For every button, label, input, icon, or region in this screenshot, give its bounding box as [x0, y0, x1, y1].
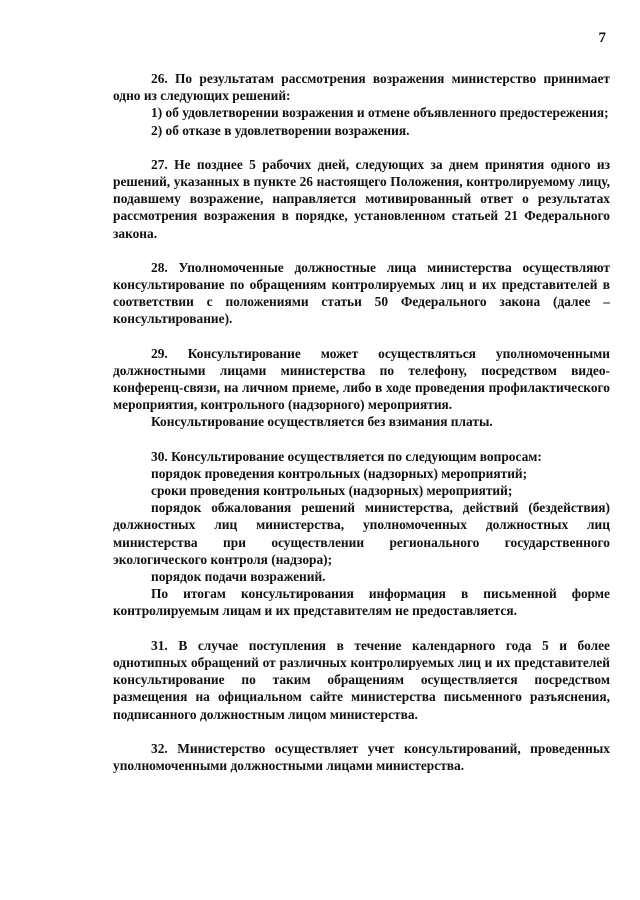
section-27 [113, 156, 610, 242]
paragraph: 28. Уполномоченные должностные лица министерства осуществляют консультирование по обращениям контролируемых лиц и их представителей в соответствии с положениями статьи 50 Федерального закона (далее – консультирование). [113, 259, 610, 327]
paragraph: 32. Министерство осуществляет учет консультирований, проведенных уполномоченными должностными лицами министерства. [113, 740, 610, 773]
paragraph: По итогам консультирования информация в письменной форме контролируемым лицам и их представителям не предоставляется. [113, 586, 610, 619]
paragraph: порядок подачи возражений. [151, 569, 326, 585]
paragraph: 2) об отказе в удовлетворении возражения. [151, 122, 410, 138]
paragraph: 31. В случае поступления в течение календарного года 5 и более однотипных обращений от различных контролируемых лиц и их представителей консультирование по таким обращениям осуществляется посредством размещения на официальном сайте министерства письменного разъяснения, подписанного должностным лицом министерства. [113, 637, 610, 722]
paragraph: 30. Консультирование осуществляется по следующим вопросам: [151, 448, 542, 464]
section-28 [113, 259, 610, 328]
paragraph: 29. Консультирование может осуществляться уполномоченными должностными лицами министерства по телефону, посредством видео-конференц-связи, на личном приеме, либо в ходе проведения профилактического мероприятия, контрольного (надзорного) мероприятия. [113, 345, 610, 413]
paragraph: сроки проведения контрольных (надзорных) мероприятий; [151, 483, 513, 499]
document-body [113, 70, 610, 791]
paragraph: порядок обжалования решений министерства, действий (бездействия) должностных лиц министерства, уполномоченных должностных лиц министерства при осуществлении регионального государственного экологического контроля (надзора); [113, 500, 610, 567]
section-30 [113, 448, 610, 620]
section-31 [113, 637, 610, 723]
section-32 [113, 740, 610, 774]
paragraph: 1) об удовлетворении возражения и отмене объявленного предостережения; [151, 105, 609, 121]
page-number: 7 [598, 30, 606, 46]
paragraph: Консультирование осуществляется без взимания платы. [151, 414, 493, 430]
paragraph: порядок проведения контрольных (надзорных) мероприятий; [151, 465, 528, 481]
section-26 [113, 70, 610, 139]
paragraph: 27. Не позднее 5 рабочих дней, следующих за днем принятия одного из решений, указанных в пункте 26 настоящего Положения, контролируемому лицу, подавшему возражение, направляется мотивированный ответ о результатах рассмотрения возражения в порядке, установленном статьей 21 Федерального закона. [113, 156, 610, 241]
paragraph: 26. По результатам рассмотрения возражения министерство принимает одно из следующих решений: [113, 71, 610, 104]
section-29 [113, 345, 610, 431]
